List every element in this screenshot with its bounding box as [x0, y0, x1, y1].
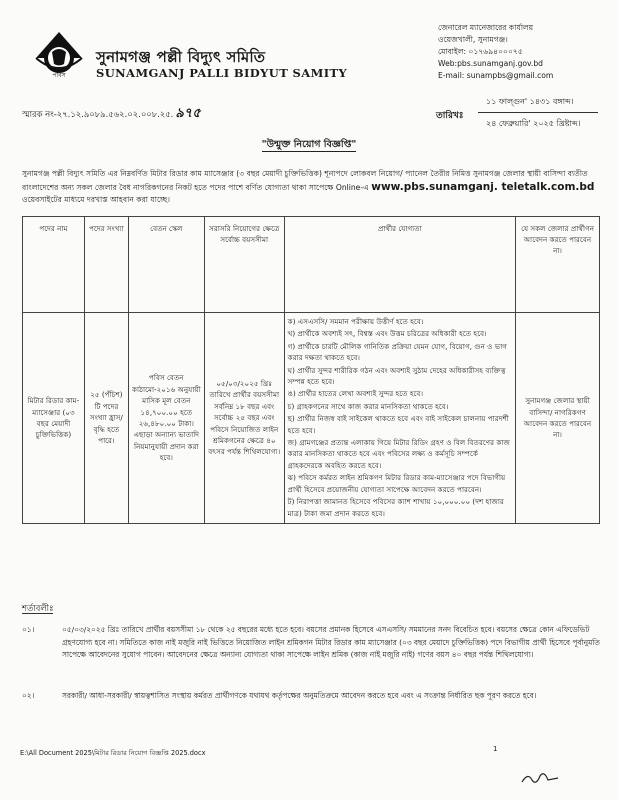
notice-title-text: "উন্মুক্ত নিয়োগ বিজ্ঞপ্তি" [261, 139, 357, 150]
office-name: জেনারেল ম্যানেজারের কার্যালয় [438, 23, 534, 32]
cell-age-limit: ০৫/০৩/২০২৫ খ্রিঃ তারিখে প্রার্থীর বয়সসীমা সর্বনিম্ন ১৮ বছর এবং সর্বোচ্চ ২৫ বছর এবং পবিসে নিয়োজিত লাইন শ্রমিকগনের ক্ষেত্রে ৪০ বৎসর পর্যন্ত শিথিলযোগ্য। [204, 313, 284, 524]
page-number: 1 [493, 745, 498, 753]
table-header-row [23, 217, 600, 313]
qualification-item: জ) গ্রামগঞ্জের প্রত্যন্ত এলাকায় গিয়ে মিটার রিডিং গ্রহণ ও বিল বিতরণের কাজ করার মানসিকতা থাকতে হবে এবং পবিসের লক্ষ্য ও কর্মসূচি সম্পর্কে গ্রাহকদেরকে অবহিত করতে হবে। [287, 438, 510, 470]
condition-item [22, 624, 600, 662]
header-qualification: প্রার্থীর যোগ্যতা [284, 217, 515, 313]
header-excluded-districts: যে সকল জেলার প্রার্থীগন আবেদন করতে পারবেন না। [516, 217, 600, 313]
condition-number: ০২। [22, 691, 35, 700]
org-name-bn: সুনামগঞ্জ পল্লী বিদ্যুৎ সমিতি [96, 48, 266, 66]
svg-text:পবিস: পবিস [52, 72, 66, 79]
condition-text: ০৫/০৩/২০২৫ খ্রিঃ তারিখে প্রার্থীর বয়সসীমা ১৮ থেকে ২৫ বছরের মধ্যে হতে হবে। বয়সের প্রমানক হিসেবে এসএসসি/ সমমানের সনদ বিবেচিত হবে। বয়সের ক্ষেত্রে কোন এফিডেভিট গ্রহণযোগ্য হবে না। সমিতিতে কাজ নাই মজুরি নাই ভিত্তিতে নিয়োজিত লাইন শ্রমিকগন মিটার রিডার কাম ম্যাসেঞ্জার (০৩ বছর মেয়াদে চুক্তিভিত্তিক) পদে বিভাগীয় প্রার্থী হিসেবে পূর্বানুমতি সাপেক্ষে আবেদনের সুযোগ পাবেন। আবেদনের ক্ষেত্রে অন্যান্য যোগ্যতা থাকা সাপেক্ষে লাইন শ্রমিক (কাজ নাই মজুরি নাই) গণের বয়স ৪০ বছর পর্যন্ত শিথিলযোগ্য। [62, 625, 600, 659]
qualification-item: ঘ) প্রার্থীর সুন্দর শারীরিক গঠন এবং অবশ্যই সুঠাম দেহের অধিকারীসহ ব্যক্তিত্ব সম্পন্ন হতে হবে। [287, 365, 506, 387]
intro-text-2: ওয়েবসাইটের মাধ্যমে দরখাস্ত আহবান করা যাচ্ছে। [22, 195, 170, 204]
qualification-item: ক) এসএসসি/ সমমান পরীক্ষায় উত্তীর্ণ হতে হবে। [287, 317, 424, 326]
qualification-item: ঝ) পবিসে কর্মরত লাইন শ্রমিকগণ মিটার রিডার কাম-ম্যাসেঞ্জার পদে বিভাগীয় প্রার্থী হিসেবে প্রয়োজনীয় যোগ্যতা সাপেক্ষে আবেদন করতে পারবেন। [287, 473, 506, 494]
cell-salary: পবিস বেতন কাঠামো-২০১৬ অনুযায়ী মাসিক মূল বেতন ১৪,৭০০.০০ হতে ২৬,৪৮০.০০ টাকা। এছাড়া অন্যান্য ভাতাদি নিয়মানুযায়ী প্রদান করা হবে। [128, 313, 204, 524]
memo-handwritten-number: ৯৭৫ [175, 106, 201, 121]
office-email: E-mail: sunampbs@gmail.com [438, 71, 554, 80]
vacancy-table [22, 216, 600, 524]
intro-text-1: সুনামগঞ্জ পল্লী বিদ্যুৎ সমিতি এর নিম্নবর্ণিত মিটার রিডার কাম ম্যাসেঞ্জার (৩ বছর মেয়াদী চুক্তিভিত্তিক) শূন্যপদে লোকবল নিয়োগ/ প্যানেল তৈরীর নিমিত্ত সুনামগঞ্জ জেলার স্থায়ী বাসিন্দা ব্যতীত বাংলাদেশের অন্য সকল জেলার বৈধ নাগরিকগনের নিকট হতে পদের পাশে বর্ণিত যোগ্যতা থাকা সাপেক্ষে Online-এ [22, 169, 588, 192]
condition-text: সরকারী/ আধা-সরকারী/ স্বায়ত্বশাসিত সংস্থায় কর্মরত প্রার্থীগণকে যথাযথ কর্তৃপক্ষের অনুমতিক্রমে আবেদন করতে হবে এবং এ সংক্রান্ত নির্ধারিত ছক পূরণ করতে হবে। [62, 691, 537, 700]
table-row [23, 313, 600, 524]
office-address-block [438, 22, 598, 82]
qualification-item: গ) প্রার্থীকে চারটি মৌলিক গানিতিক প্রক্রিয়া যেমন যোগ, বিয়োগ, গুন ও ভাগ করার দক্ষতা থাকতে হবে। [287, 341, 507, 363]
condition-number: ০১। [22, 625, 35, 634]
condition-item [22, 690, 600, 703]
date-block [478, 94, 598, 131]
header-post-count: পদের সংখ্যা [84, 217, 128, 313]
file-path-footer: E:\All Document 2025\মিটার রিডার নিয়োগ বিজ্ঞপ্তি 2025.docx [20, 749, 206, 757]
date-label: তারিখঃ [436, 111, 464, 121]
apply-url-link[interactable]: www.pbs.sunamganj. teletalk.com.bd [371, 180, 595, 193]
qualification-item: ছ) প্রার্থীর নিজস্ব বাই সাইকেল থাকতে হবে এবং বাই সাইকেল চালনায় পারদর্শী হতে হবে। [287, 414, 509, 435]
header-age-limit: সরাসরি নিয়োগের ক্ষেত্রে সর্বোচ্চ বয়সসীমা [204, 217, 284, 313]
header-post-name: পদের নাম [23, 217, 85, 313]
memo-label: স্মারক নং-২৭.১২.৯০৮৯.৫৬২.০২.০০৮.২৫. [22, 109, 174, 119]
memo-number [22, 104, 201, 125]
notice-title [0, 138, 618, 153]
qualification-item: ট) নিরাপত্তা জামানত হিসেবে পবিসের ক্যাশ শাখায় ১০,০০০.০০ (দশ হাজার মাত্র) টাকা জমা প্রদান করতে হবে। [287, 497, 504, 518]
cell-post-name: মিটার রিডার কাম-ম্যাসেঞ্জার (০৩ বছর মেয়াদী চুক্তিভিত্তিক) [23, 313, 85, 524]
office-address: ওয়েজখালী, সুনামগঞ্জ। [438, 35, 508, 44]
cell-qualifications [284, 313, 515, 524]
org-name-en: SUNAMGANJ PALLI BIDYUT SAMITY [96, 66, 348, 80]
signature-icon [520, 770, 560, 786]
qualification-item: ঙ) প্রার্থীর হাতের লেখা অবশ্যই সুন্দর হতে হবে। [287, 389, 424, 399]
date-bn: ১১ ফাল্গুন' ১৪৩১ বঙ্গাব্দ। [478, 94, 598, 113]
qualification-item: খ) প্রার্থীকে অবশ্যই সৎ, বিশ্বস্ত এবং উত্তম চরিত্রের অধিকারী হতে হবে। [287, 329, 487, 339]
office-web: Web:pbs.sunamganj.gov.bd [438, 59, 543, 68]
conditions-title-text: শর্তাবলীঃ [22, 603, 54, 613]
date-en: ২৪ ফেব্রুয়ারি' ২০২৫ খ্রিষ্টাব্দ। [486, 119, 581, 128]
qualification-item: চ) গ্রাহকগনের সাথে কাজ করার মানসিকতা থাকতে হবে। [287, 401, 449, 411]
cell-post-count: ২৫ (পঁচিশ) টি পদের সংখ্যা হ্রাস/বৃদ্ধি হতে পারে। [84, 313, 128, 524]
office-mobile: মোবাইল: ০১৭৬৯৪০০০৭৫ [438, 47, 523, 56]
header-salary-scale: বেতন স্কেল [128, 217, 204, 313]
cell-excluded-districts: সুনামগঞ্জ জেলার স্থায়ী বাসিন্দা/ নাগরিকগণ আবেদন করতে পারবেন না। [516, 313, 600, 524]
conditions-title [22, 602, 53, 616]
pbs-logo-icon [28, 18, 90, 80]
intro-paragraph [22, 168, 600, 207]
